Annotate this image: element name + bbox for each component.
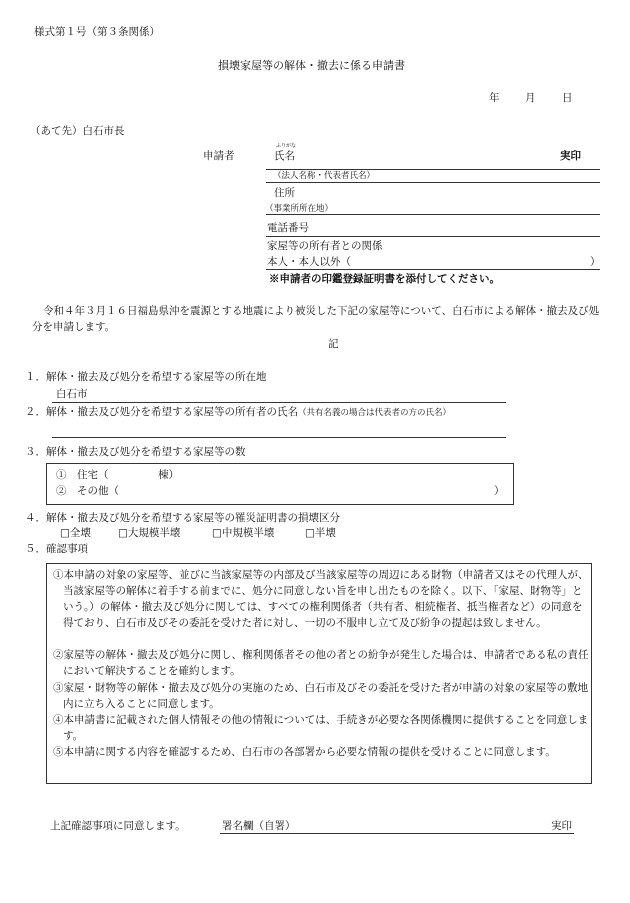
section-1-label: １．解体・撤去及び処分を希望する家屋等の所在地 [25,371,267,383]
name-input-line[interactable] [266,169,600,170]
applicant-label: 申請者 [203,150,235,162]
name-label: 氏名 [274,150,295,162]
confirmation-item-3: ③家屋・財物等の解体・撤去及び処分の実施のため、白石市及びその委託を受けた者が申請の対象の家屋等の敷地内に立ち入ることに同意します。 [53,682,589,710]
confirmation-item-1: ①本申請の対象の家屋等、並びに当該家屋等の内部及び当該家屋等の周辺にある財物（申請者又はその代理人が、当該家屋等の解体に着手する前までに、処分に同意しない旨を申し出たものを除く。以下、「家屋、財物等」という。）の解体・撤去及び処分に関しては、すべての権利関係者（共有者、相続権者、抵当権者など）の同意を得ており、白石市及びその委託を受けた者に対し、一切の不服申し立て及び紛争の提起は致しません。 [53,569,589,629]
section-4-label: ４．解体・撤去及び処分を希望する家屋等の罹災証明書の損壊区分 [25,512,340,524]
page-title: 損壊家屋等の解体・撤去に係る申請書 [218,59,405,72]
seal-label: 実印 [560,150,581,162]
date-day: 日 [562,92,573,104]
damage-option-large[interactable]: □大規模半壊 [118,527,181,539]
corp-name-line[interactable] [266,182,600,183]
relation-close: ） [590,256,601,268]
seal-note: ※申請者の印鑑登録証明書を添付してください。 [269,273,500,285]
phone-input-line[interactable] [266,236,600,237]
section-2-label [25,406,451,419]
damage-option-full[interactable]: □全壊 [60,527,91,539]
owner-name-input-line[interactable] [52,437,506,438]
other-count-label: ② その他（ [56,485,119,497]
section-3-label: ３．解体・撤去及び処分を希望する家屋等の数 [25,446,246,458]
confirmation-item-2: ②家屋等の解体・撤去及び処分に関し、権利関係者その他の者との紛争が発生した場合は、申請者である私の責任において解決することを確約します。 [53,649,589,677]
form-number: 様式第１号（第３条関係） [34,26,160,38]
phone-label: 電話番号 [267,222,309,234]
relation-label: 家屋等の所有者との関係 [267,240,383,252]
addressee: （あて先）白石市長 [30,125,125,137]
date-month: 月 [525,92,536,104]
section-2-note: （共有名義の場合は代表者の方の氏名） [298,408,452,418]
location-input-line[interactable] [52,402,506,403]
house-count-unit: 棟） [158,469,179,481]
confirmation-item-4: ④本申請書に記載された個人情報その他の情報については、手続きが必要な各関係機関に提供することを同意します。 [53,714,589,742]
damage-option-medium[interactable]: □中規模半壊 [212,527,275,539]
agree-text: 上記確認事項に同意します。 [50,820,186,832]
address-label: 住所 [274,187,295,199]
relation-options: 本人・本人以外（ [267,256,351,268]
date-year: 年 [489,92,500,104]
house-count-label: ① 住宅（ [56,469,109,481]
intro-paragraph: 令和４年３月１６日福島県沖を震源とする地震により被災した下記の家屋等について、白石市による解体・撤去及び処分を申請します。 [32,305,600,333]
furigana-label: ふりがな [276,143,297,149]
ki-label: 記 [328,338,339,350]
address-input-line[interactable] [266,214,600,215]
sign-label: 署名欄（自署） [222,820,296,832]
confirmation-item-5: ⑤本申請に関する内容を確認するため、白石市の各部署から必要な情報の提供を受けることに同意します。 [53,746,556,758]
damage-option-half[interactable]: □半壊 [305,527,336,539]
relation-input-line[interactable] [266,269,600,270]
office-note: （事業所所在地） [265,204,334,214]
signature-line[interactable] [220,833,574,834]
other-count-close: ） [494,485,505,497]
count-box [46,463,514,505]
corp-note: （法人名称・代表者氏名） [273,171,376,181]
section-5-label: ５．確認事項 [25,543,88,555]
location-value: 白石市 [56,388,88,400]
section-2-text: ２．解体・撤去及び処分を希望する家屋等の所有者の氏名 [25,406,298,418]
footer-seal: 実印 [551,820,572,832]
